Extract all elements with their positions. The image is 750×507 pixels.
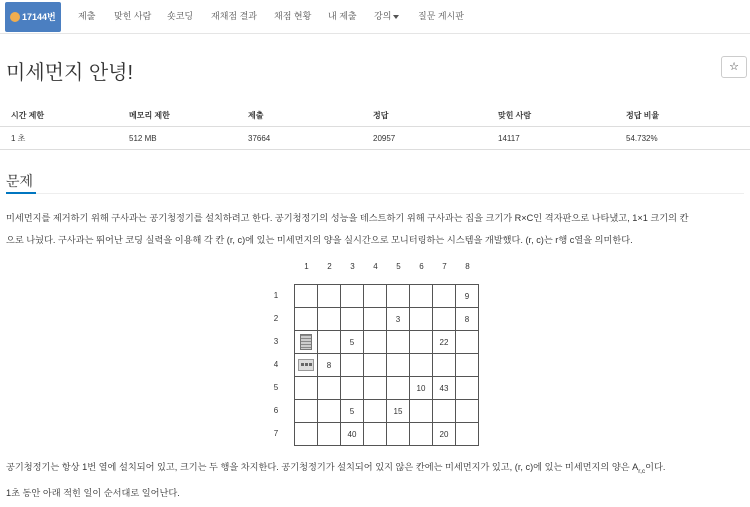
tab-solved-users[interactable]: 맞힌 사람 [114, 11, 152, 21]
grid-cell: 8 [318, 354, 341, 377]
grid-cell: 10 [410, 377, 433, 400]
grid-cell [387, 285, 410, 308]
problem-description-para3: 1초 동안 아래 적힌 일이 순서대로 일어난다. [6, 488, 180, 498]
grid-col-label: 1 [304, 262, 309, 271]
grid-col-label: 2 [327, 262, 332, 271]
section-title-underline [6, 192, 36, 194]
tab-problem-number-label: 17144번 [22, 12, 56, 22]
grid-cell [295, 354, 318, 377]
grid-cell: 20 [433, 423, 456, 446]
grid-cell [295, 331, 318, 354]
grid-cell [364, 285, 387, 308]
grid-cell [295, 377, 318, 400]
grid-cell [295, 285, 318, 308]
grid-row [295, 285, 479, 308]
grid-cell [341, 377, 364, 400]
dust-grid [294, 284, 479, 446]
grid-cell [295, 308, 318, 331]
grid-cell [318, 377, 341, 400]
stats-header-accept-ratio: 정답 비율 [626, 111, 660, 120]
chevron-down-icon [393, 15, 399, 19]
tab-rejudge-results[interactable]: 재채점 결과 [211, 11, 257, 21]
grid-cell [341, 308, 364, 331]
grid-row-label: 3 [273, 337, 279, 346]
grid-cell [433, 308, 456, 331]
grid-cell: 22 [433, 331, 456, 354]
tab-problem-number[interactable] [5, 2, 61, 32]
stats-header-memory-limit: 메모리 제한 [129, 111, 170, 120]
grid-row [295, 331, 479, 354]
stats-value-row [0, 127, 750, 150]
user-icon [10, 12, 20, 22]
grid-cell: 15 [387, 400, 410, 423]
grid-cell [364, 377, 387, 400]
tab-lectures-label: 강의 [374, 11, 392, 21]
grid-cell: 8 [456, 308, 479, 331]
problem-stats-table [0, 104, 750, 150]
grid-cell [364, 331, 387, 354]
grid-cell [318, 331, 341, 354]
problem-description-line2: 으로 나눴다. 구사과는 뛰어난 코딩 실력을 이용해 각 칸 (r, c)에 있는 미세먼지의 양을 실시간으로 모니터링하는 시스템을 개발했다. (r, c)는 r행 c열을 의미한다. [6, 235, 633, 245]
grid-row-label: 5 [273, 383, 279, 392]
stats-value-memory-limit: 512 MB [129, 134, 157, 143]
grid-col-label: 6 [419, 262, 424, 271]
grid-cell [364, 308, 387, 331]
grid-cell [410, 354, 433, 377]
grid-row [295, 354, 479, 377]
star-icon: ☆ [729, 61, 739, 73]
grid-cell [318, 285, 341, 308]
grid-cell [410, 423, 433, 446]
para2-text: 공기청정기는 항상 1번 열에 설치되어 있고, 크기는 두 행을 차지한다. 공기청정기가 설치되어 있지 않은 칸에는 미세먼지가 있고, (r, c)에 있는 미세먼지의 양은 A [6, 462, 639, 472]
section-title-problem: 문제 [6, 173, 34, 189]
grid-cell [318, 308, 341, 331]
grid-cell [410, 285, 433, 308]
grid-cell [341, 354, 364, 377]
grid-cell [364, 400, 387, 423]
grid-cell: 9 [456, 285, 479, 308]
stats-value-time-limit: 1 초 [11, 134, 26, 143]
grid-cell [456, 354, 479, 377]
para2-subscript: r,c [638, 467, 646, 475]
tab-submit[interactable]: 제출 [78, 11, 96, 21]
grid-cell [433, 354, 456, 377]
section-divider [6, 193, 744, 194]
stats-value-submissions: 37664 [248, 134, 271, 143]
star-button[interactable] [721, 56, 747, 78]
tab-my-submissions[interactable]: 내 제출 [328, 11, 357, 21]
grid-cell: 5 [341, 400, 364, 423]
grid-cell [295, 400, 318, 423]
stats-header-row [0, 104, 750, 127]
grid-row [295, 308, 479, 331]
page-title: 미세먼지 안녕! [6, 62, 134, 84]
grid-cell [341, 285, 364, 308]
grid-cell [295, 423, 318, 446]
grid-cell [433, 285, 456, 308]
grid-cell [410, 308, 433, 331]
grid-cell [456, 400, 479, 423]
grid-cell: 5 [341, 331, 364, 354]
grid-cell [318, 400, 341, 423]
stats-value-accepted: 20957 [373, 134, 396, 143]
grid-cell [318, 423, 341, 446]
grid-row-label: 7 [273, 429, 279, 438]
para2-end: 이다. [645, 462, 666, 472]
air-purifier-bottom-icon [298, 359, 314, 371]
grid-cell: 40 [341, 423, 364, 446]
problem-nav [0, 0, 750, 34]
stats-header-submissions: 제출 [248, 111, 264, 120]
tab-qna-board[interactable]: 질문 게시판 [418, 11, 464, 21]
stats-header-accepted: 정답 [373, 111, 389, 120]
grid-row-label: 2 [273, 314, 279, 323]
grid-row-label: 4 [273, 360, 279, 369]
air-purifier-top-icon [300, 334, 312, 350]
grid-col-label: 8 [465, 262, 470, 271]
grid-cell [387, 331, 410, 354]
grid-row [295, 377, 479, 400]
grid-cell [410, 400, 433, 423]
grid-col-label: 4 [373, 262, 378, 271]
grid-cell [387, 423, 410, 446]
grid-row [295, 400, 479, 423]
tab-short-coding[interactable]: 숏코딩 [167, 11, 194, 21]
grid-row-label: 6 [273, 406, 279, 415]
stats-header-time-limit: 시간 제한 [11, 111, 45, 120]
grid-cell: 3 [387, 308, 410, 331]
grid-cell [456, 423, 479, 446]
tab-lectures[interactable] [374, 0, 399, 33]
grid-col-label: 3 [350, 262, 355, 271]
grid-cell [410, 331, 433, 354]
grid-cell [364, 423, 387, 446]
stats-header-solved-users: 맞힌 사람 [498, 111, 532, 120]
grid-row [295, 423, 479, 446]
stats-value-accept-ratio: 54.732% [626, 134, 658, 143]
problem-description-para2 [6, 457, 744, 482]
grid-cell [387, 354, 410, 377]
grid-cell [387, 377, 410, 400]
problem-description-line1: 미세먼지를 제거하기 위해 구사과는 공기청정기를 설치하려고 한다. 공기청정기의 성능을 테스트하기 위해 구사과는 집을 크기가 R×C인 격자판으로 나타냈고, 1×1 크기의 칸 [6, 213, 689, 223]
grid-cell: 43 [433, 377, 456, 400]
grid-row-label: 1 [273, 291, 279, 300]
grid-cell [433, 400, 456, 423]
grid-col-label: 5 [396, 262, 401, 271]
stats-value-solved-users: 14117 [498, 134, 520, 143]
grid-col-label: 7 [442, 262, 447, 271]
grid-cell [456, 377, 479, 400]
tab-judge-status[interactable]: 채점 현황 [274, 11, 312, 21]
grid-cell [456, 331, 479, 354]
grid-cell [364, 354, 387, 377]
